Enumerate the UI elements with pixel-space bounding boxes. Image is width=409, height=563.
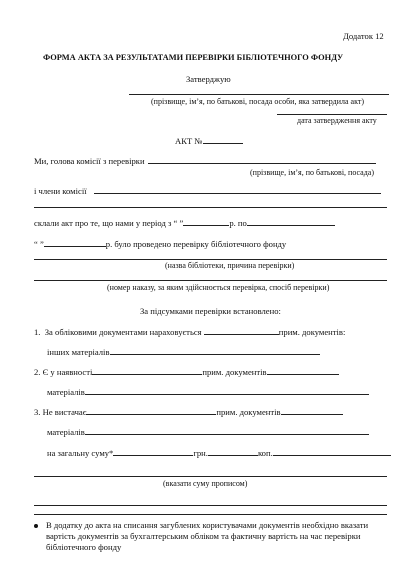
item-3-materials-field[interactable]	[85, 426, 369, 435]
note-bullet-icon	[34, 524, 38, 528]
item-2: 2. Є у наявності прим. документів	[34, 366, 339, 378]
approve-label: Затверджую	[186, 74, 231, 84]
results-intro: За підсумками перевірки встановлено:	[140, 306, 281, 316]
sum-words-line-3[interactable]	[34, 514, 387, 515]
order-hint: (номер наказу, за яким здійснюється перевірка, спосіб перевірки)	[107, 283, 330, 292]
item-3-count-field[interactable]	[86, 406, 216, 415]
item-2-count-field[interactable]	[92, 366, 202, 375]
commission-head-label: Ми, голова комісії з перевірки	[34, 156, 145, 166]
order-line[interactable]	[34, 280, 387, 281]
sum-words-hint: (вказати суму прописом)	[163, 479, 248, 488]
item-1: 1. За обліковими документами нараховується прим. документів:	[34, 327, 346, 337]
members-line-2[interactable]	[34, 207, 387, 208]
note-line-2: вартість документів за бухгалтерським обліком та фактичну вартість на час перевірки	[46, 531, 361, 541]
approval-date-hint: дата затвердження акту	[297, 116, 377, 125]
item-3-extra-field[interactable]	[281, 406, 343, 415]
form-title: ФОРМА АКТА ЗА РЕЗУЛЬТАТАМИ ПЕРЕВІРКИ БІБЛІОТЕЧНОГО ФОНДУ	[43, 53, 344, 62]
members-label: і члени комісії	[34, 186, 87, 196]
commission-head-line[interactable]	[148, 163, 376, 164]
members-line-1[interactable]	[94, 193, 381, 194]
act-number-label: АКТ №	[175, 135, 243, 147]
period-line: склали акт про те, що нами у період з “ ” р. по	[34, 217, 335, 229]
sum-kop-field[interactable]	[208, 447, 258, 456]
note-line-3: бібліотечного фонду	[46, 542, 122, 552]
sum-extra-field[interactable]	[273, 447, 391, 456]
period-end-field[interactable]	[247, 217, 335, 226]
item-3-materials: матеріалів	[47, 426, 369, 438]
approver-hint: (прізвище, ім’я, по батькові, посада особи, яка затвердила акт)	[151, 97, 365, 106]
library-hint: (назва бібліотеки, причина перевірки)	[165, 261, 295, 270]
item-2-materials-field[interactable]	[85, 386, 369, 395]
item-1-count-field[interactable]	[204, 326, 279, 335]
commission-head-hint: (прізвище, ім’я, по батькові, посада)	[250, 168, 375, 177]
sum-words-line[interactable]	[34, 476, 387, 477]
item-3: 3. Не вистачає прим. документів	[34, 406, 343, 418]
item-2-extra-field[interactable]	[267, 366, 339, 375]
sum-words-line-2[interactable]	[34, 505, 387, 506]
sum-line: на загальну суму* грн. коп.	[47, 447, 391, 459]
approver-line[interactable]	[129, 94, 389, 95]
period-end-year-field[interactable]	[44, 238, 106, 247]
item-1-other: інших матеріалів	[47, 346, 320, 358]
period-line-2: “ ” р. було проведено перевірку бібліотечного фонду	[34, 239, 287, 249]
item-1-other-field[interactable]	[110, 346, 320, 355]
act-number-field[interactable]	[203, 135, 243, 144]
sum-uah-field[interactable]	[113, 447, 193, 456]
note-line-1: В додатку до акта на списання загублених користувачами документів необхідно вказати	[46, 520, 369, 530]
item-2-materials: матеріалів	[47, 386, 369, 398]
period-start-field[interactable]	[183, 217, 229, 226]
addendum-label: Додаток 12	[343, 31, 384, 41]
